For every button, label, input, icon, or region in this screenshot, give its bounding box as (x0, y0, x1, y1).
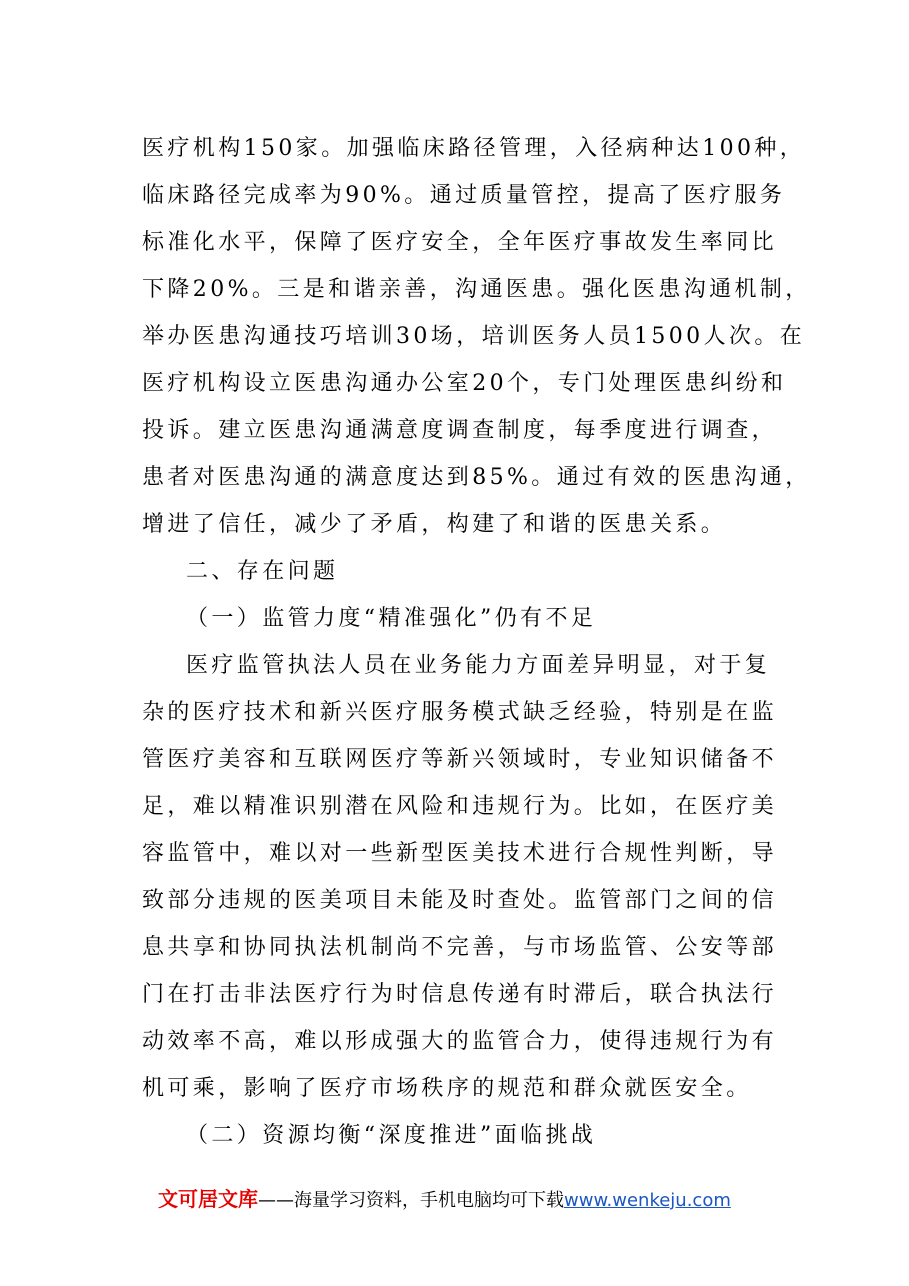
text-line: 杂的医疗技术和新兴医疗服务模式缺乏经验，特别是在监 (142, 700, 778, 725)
footer-dash: —— (258, 1190, 294, 1211)
text-line: 容监管中，难以对一些新型医美技术进行合规性判断，导 (142, 841, 778, 866)
text-line: 机可乘，影响了医疗市场秩序的规范和群众就医安全。 (142, 1076, 752, 1101)
footer-tagline: 海量学习资料，手机电脑均可下载 (294, 1190, 564, 1211)
text-line: 管医疗美容和互联网医疗等新兴领域时，专业知识储备不 (142, 747, 778, 772)
text-line: 医疗机构150家。加强临床路径管理，入径病种达100种， (142, 136, 806, 161)
text-line: 举办医患沟通技巧培训30场，培训医务人员1500人次。在 (142, 324, 806, 349)
text-line: 医疗监管执法人员在业务能力方面差异明显，对于复 (186, 653, 771, 678)
text-line: 标准化水平，保障了医疗安全，全年医疗事故发生率同比 (142, 230, 778, 255)
text-line: 动效率不高，难以形成强大的监管合力，使得违规行为有 (142, 1029, 778, 1054)
subsection-heading: （二）资源均衡“深度推进”面临挑战 (186, 1123, 597, 1148)
text-line: 患者对医患沟通的满意度达到85%。通过有效的医患沟通， (142, 465, 811, 490)
footer-link[interactable]: www.wenkeju.com (564, 1190, 731, 1211)
body-text (142, 125, 811, 1159)
text-line: 致部分违规的医美项目未能及时查处。监管部门之间的信 (142, 888, 778, 913)
text-line: 下降20%。三是和谐亲善，沟通医患。强化医患沟通机制， (142, 277, 811, 302)
subsection-heading: （一）监管力度“精准强化”仍有不足 (186, 606, 597, 631)
text-line: 门在打击非法医疗行为时信息传递有时滞后，联合执法行 (142, 982, 778, 1007)
footer-watermark (158, 1183, 731, 1212)
footer-brand: 文可居文库 (158, 1187, 258, 1211)
text-line: 足，难以精准识别潜在风险和违规行为。比如，在医疗美 (142, 794, 778, 819)
text-line: 医疗机构设立医患沟通办公室20个，专门处理医患纠纷和 (142, 371, 787, 396)
text-line: 增进了信任，减少了矛盾，构建了和谐的医患关系。 (142, 512, 727, 537)
text-line: 投诉。建立医患沟通满意度调查制度，每季度进行调查， (142, 418, 778, 443)
text-line: 临床路径完成率为90%。通过质量管控，提高了医疗服务 (142, 183, 786, 208)
text-line: 息共享和协同执法机制尚不完善，与市场监管、公安等部 (142, 935, 778, 960)
section-heading: 二、存在问题 (186, 559, 339, 584)
